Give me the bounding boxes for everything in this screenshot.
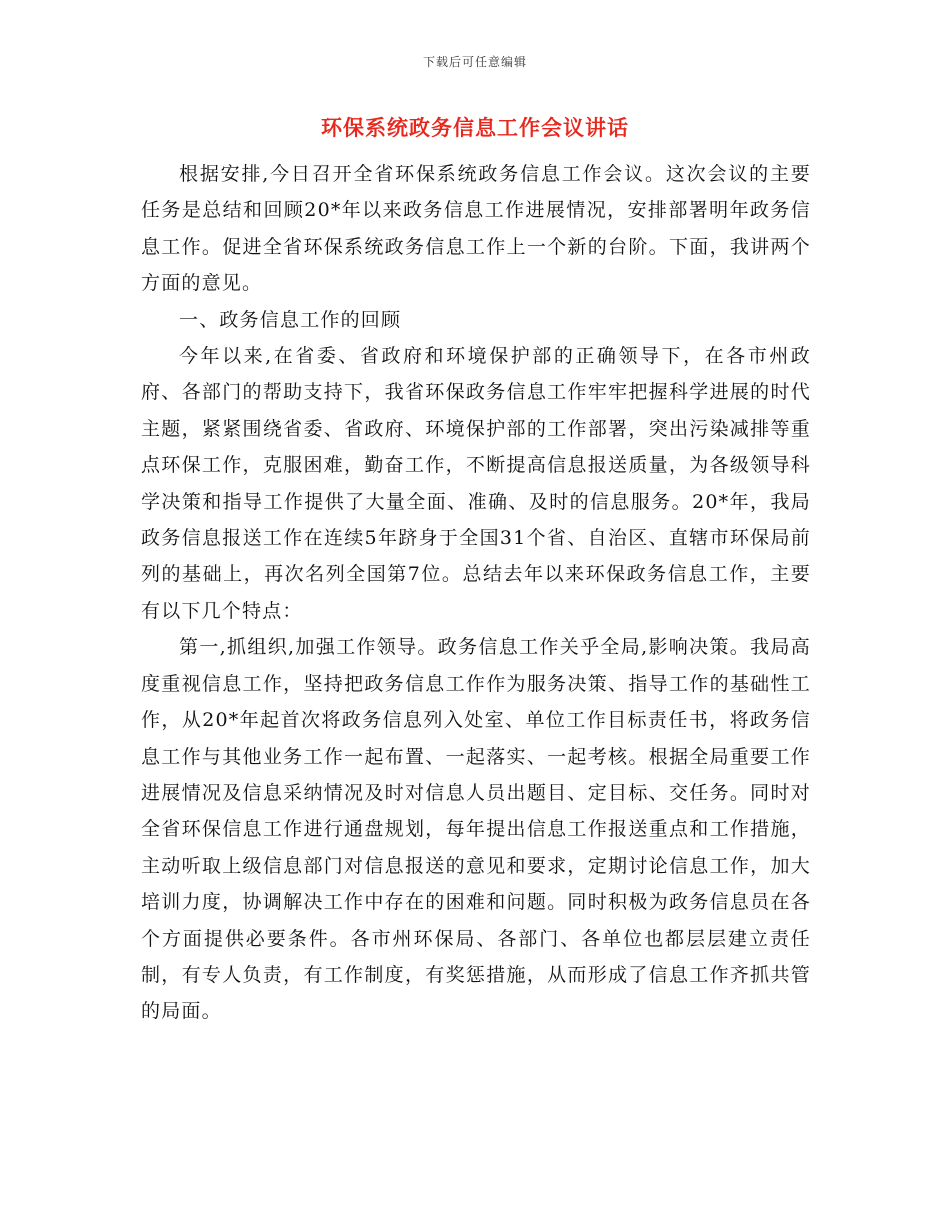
page-header: 下载后可任意编辑 [422,55,527,69]
document-body [141,156,811,1030]
paragraph-intro: 根据安排,今日召开全省环保系统政务信息工作会议。这次会议的主要任务是总结和回顾20*年以来政务信息工作进展情况，安排部署明年政务信息工作。促进全省环保系统政务信息工作上一个新的台阶。下面，我讲两个方面的意见。 [141,163,811,295]
section-heading: 一、政务信息工作的回顾 [179,308,402,331]
paragraph-first-point: 第一,抓组织,加强工作领导。政务信息工作关乎全局,影响决策。我局高度重视信息工作，坚持把政务信息工作作为服务决策、指导工作的基础性工作，从20*年起首次将政务信息列入处室、单位工作目标责任书，将政务信息工作与其他业务工作一起布置、一起落实、一起考核。根据全局重要工作进展情况及信息采纳情况及时对信息人员出题目、定目标、交任务。同时对全省环保信息工作进行通盘规划，每年提出信息工作报送重点和工作措施，主动听取上级信息部门对信息报送的意见和要求，定期讨论信息工作，加大培训力度，协调解决工作中存在的困难和问题。同时积极为政务信息员在各个方面提供必要条件。各市州环保局、各部门、各单位也都层层建立责任制，有专人负责，有工作制度，有奖惩措施，从而形成了信息工作齐抓共管的局面。 [141,636,811,1023]
document-title: 环保系统政务信息工作会议讲话 [321,115,629,140]
paragraph-review: 今年以来,在省委、省政府和环境保护部的正确领导下，在各市州政府、各部门的帮助支持下，我省环保政务信息工作牢牢把握科学进展的时代主题，紧紧围绕省委、省政府、环境保护部的工作部署，突出污染减排等重点环保工作，克服困难，勤奋工作，不断提高信息报送质量，为各级领导科学决策和指导工作提供了大量全面、准确、及时的信息服务。20*年，我局政务信息报送工作在连续5年跻身于全国31个省、自治区、直辖市环保局前列的基础上，再次名列全国第7位。总结去年以来环保政务信息工作，主要有以下几个特点： [141,345,811,622]
